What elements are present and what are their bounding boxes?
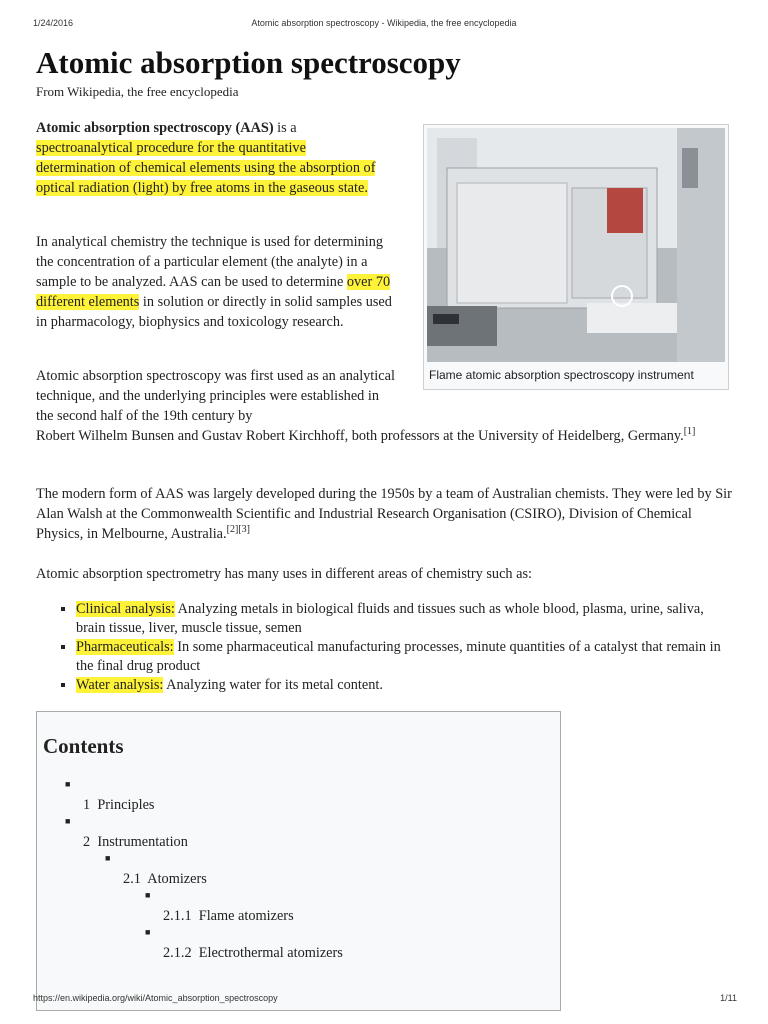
reference-link-2-3[interactable]: [2][3] — [226, 524, 250, 536]
intro-term: Atomic absorption spectroscopy (AAS) — [36, 120, 274, 136]
toc-bullet: ■ — [105, 853, 111, 863]
article-title: Atomic absorption spectroscopy — [36, 45, 461, 80]
use-term-link[interactable]: Pharmaceuticals: — [76, 639, 174, 655]
toc-item-principles[interactable] — [43, 779, 554, 816]
elements-highlight: over 70 different elements — [36, 274, 391, 310]
toc-item-atomizers[interactable] — [43, 853, 554, 890]
print-url: https://en.wikipedia.org/wiki/Atomic_absorption_spectroscopy — [33, 993, 278, 1003]
toc-number: 2.1 — [123, 871, 141, 887]
article-content — [36, 44, 733, 961]
list-item — [76, 600, 736, 638]
figure-caption: Flame atomic absorption spectroscopy instrument — [429, 368, 694, 382]
analytical-paragraph — [36, 232, 398, 332]
toc-label: Electrothermal atomizers — [198, 945, 343, 961]
article-subtitle: From Wikipedia, the free encyclopedia — [36, 84, 239, 99]
toc-item-instrumentation[interactable] — [43, 816, 554, 853]
toc-label: Flame atomizers — [198, 908, 294, 924]
modern-aas-text: The modern form of AAS was largely developed during the 1950s by a team of Australian chemists. They were led by Sir Alan Walsh at the Commonwealth Scientific and Industrial Research Organisation (CSIRO), Division of Chemical Physics, in Melbourne, Australia. — [36, 486, 732, 542]
uses-list — [58, 600, 736, 695]
toc-bullet: ■ — [145, 927, 151, 937]
toc-number: 2.1.1 — [163, 908, 192, 924]
toc-number: 1 — [83, 797, 91, 813]
toc-item-flame-atomizers[interactable] — [43, 890, 554, 927]
toc-heading: Contents — [43, 734, 124, 758]
toc-bullet: ■ — [65, 779, 71, 789]
use-term-link[interactable]: Water analysis: — [76, 677, 164, 693]
instrument-figure — [423, 124, 729, 390]
instrument-illustration — [427, 128, 725, 362]
use-description: Analyzing metals in biological fluids and tissues such as whole blood, plasma, urine, saliva, brain tissue, liver, muscle tissue, semen — [76, 601, 704, 636]
toc-number: 2.1.2 — [163, 945, 192, 961]
toc-number: 2 — [83, 834, 91, 850]
use-description: Analyzing water for its metal content. — [163, 677, 383, 693]
use-description: In some pharmaceutical manufacturing processes, minute quantities of a catalyst that remain in the final drug product — [76, 639, 721, 674]
table-of-contents — [36, 711, 561, 1011]
print-page-title: Atomic absorption spectroscopy - Wikipedia, the free encyclopedia — [251, 18, 517, 28]
toc-item-electrothermal-atomizers[interactable] — [43, 927, 554, 964]
print-date: 1/24/2016 — [33, 18, 74, 28]
history-paragraph — [36, 366, 733, 446]
history-text-first: Atomic absorption spectroscopy was first used as an analytical technique, and the underlying principles were established in the second half of the 19th century by — [36, 368, 395, 424]
analytical-text-after: in solution or directly in solid samples used in pharmacology, biophysics and toxicology research. — [36, 294, 392, 330]
print-page-number: 1/11 — [720, 993, 737, 1003]
list-item — [76, 638, 736, 676]
instrument-photo — [427, 128, 725, 362]
toc-label: Principles — [97, 797, 155, 813]
intro-connector: is a — [273, 120, 297, 136]
toc-bullet: ■ — [65, 816, 71, 826]
list-item — [76, 676, 736, 695]
use-term-link[interactable]: Clinical analysis: — [76, 601, 175, 617]
analytical-text-before: In analytical chemistry the technique is used for determining the concentration of a particular element (the analyte) in a sample to be analyzed. AAS can be used to determine — [36, 234, 383, 290]
toc-bullet: ■ — [145, 890, 151, 900]
toc-label: Instrumentation — [97, 834, 188, 850]
intro-paragraph — [36, 118, 386, 198]
modern-aas-paragraph — [36, 484, 733, 544]
intro-highlight: spectroanalytical procedure for the quantitative determination of chemical elements using the absorption of optical radiation (light) by free atoms in the gaseous state. — [36, 140, 376, 196]
history-text-second: Robert Wilhelm Bunsen and Gustav Robert Kirchhoff, both professors at the University of Heidelberg, Germany. — [36, 428, 684, 444]
reference-link-1[interactable]: [1] — [683, 426, 696, 438]
toc-label: Atomizers — [147, 871, 207, 887]
uses-intro-paragraph: Atomic absorption spectrometry has many uses in different areas of chemistry such as: — [36, 566, 533, 582]
